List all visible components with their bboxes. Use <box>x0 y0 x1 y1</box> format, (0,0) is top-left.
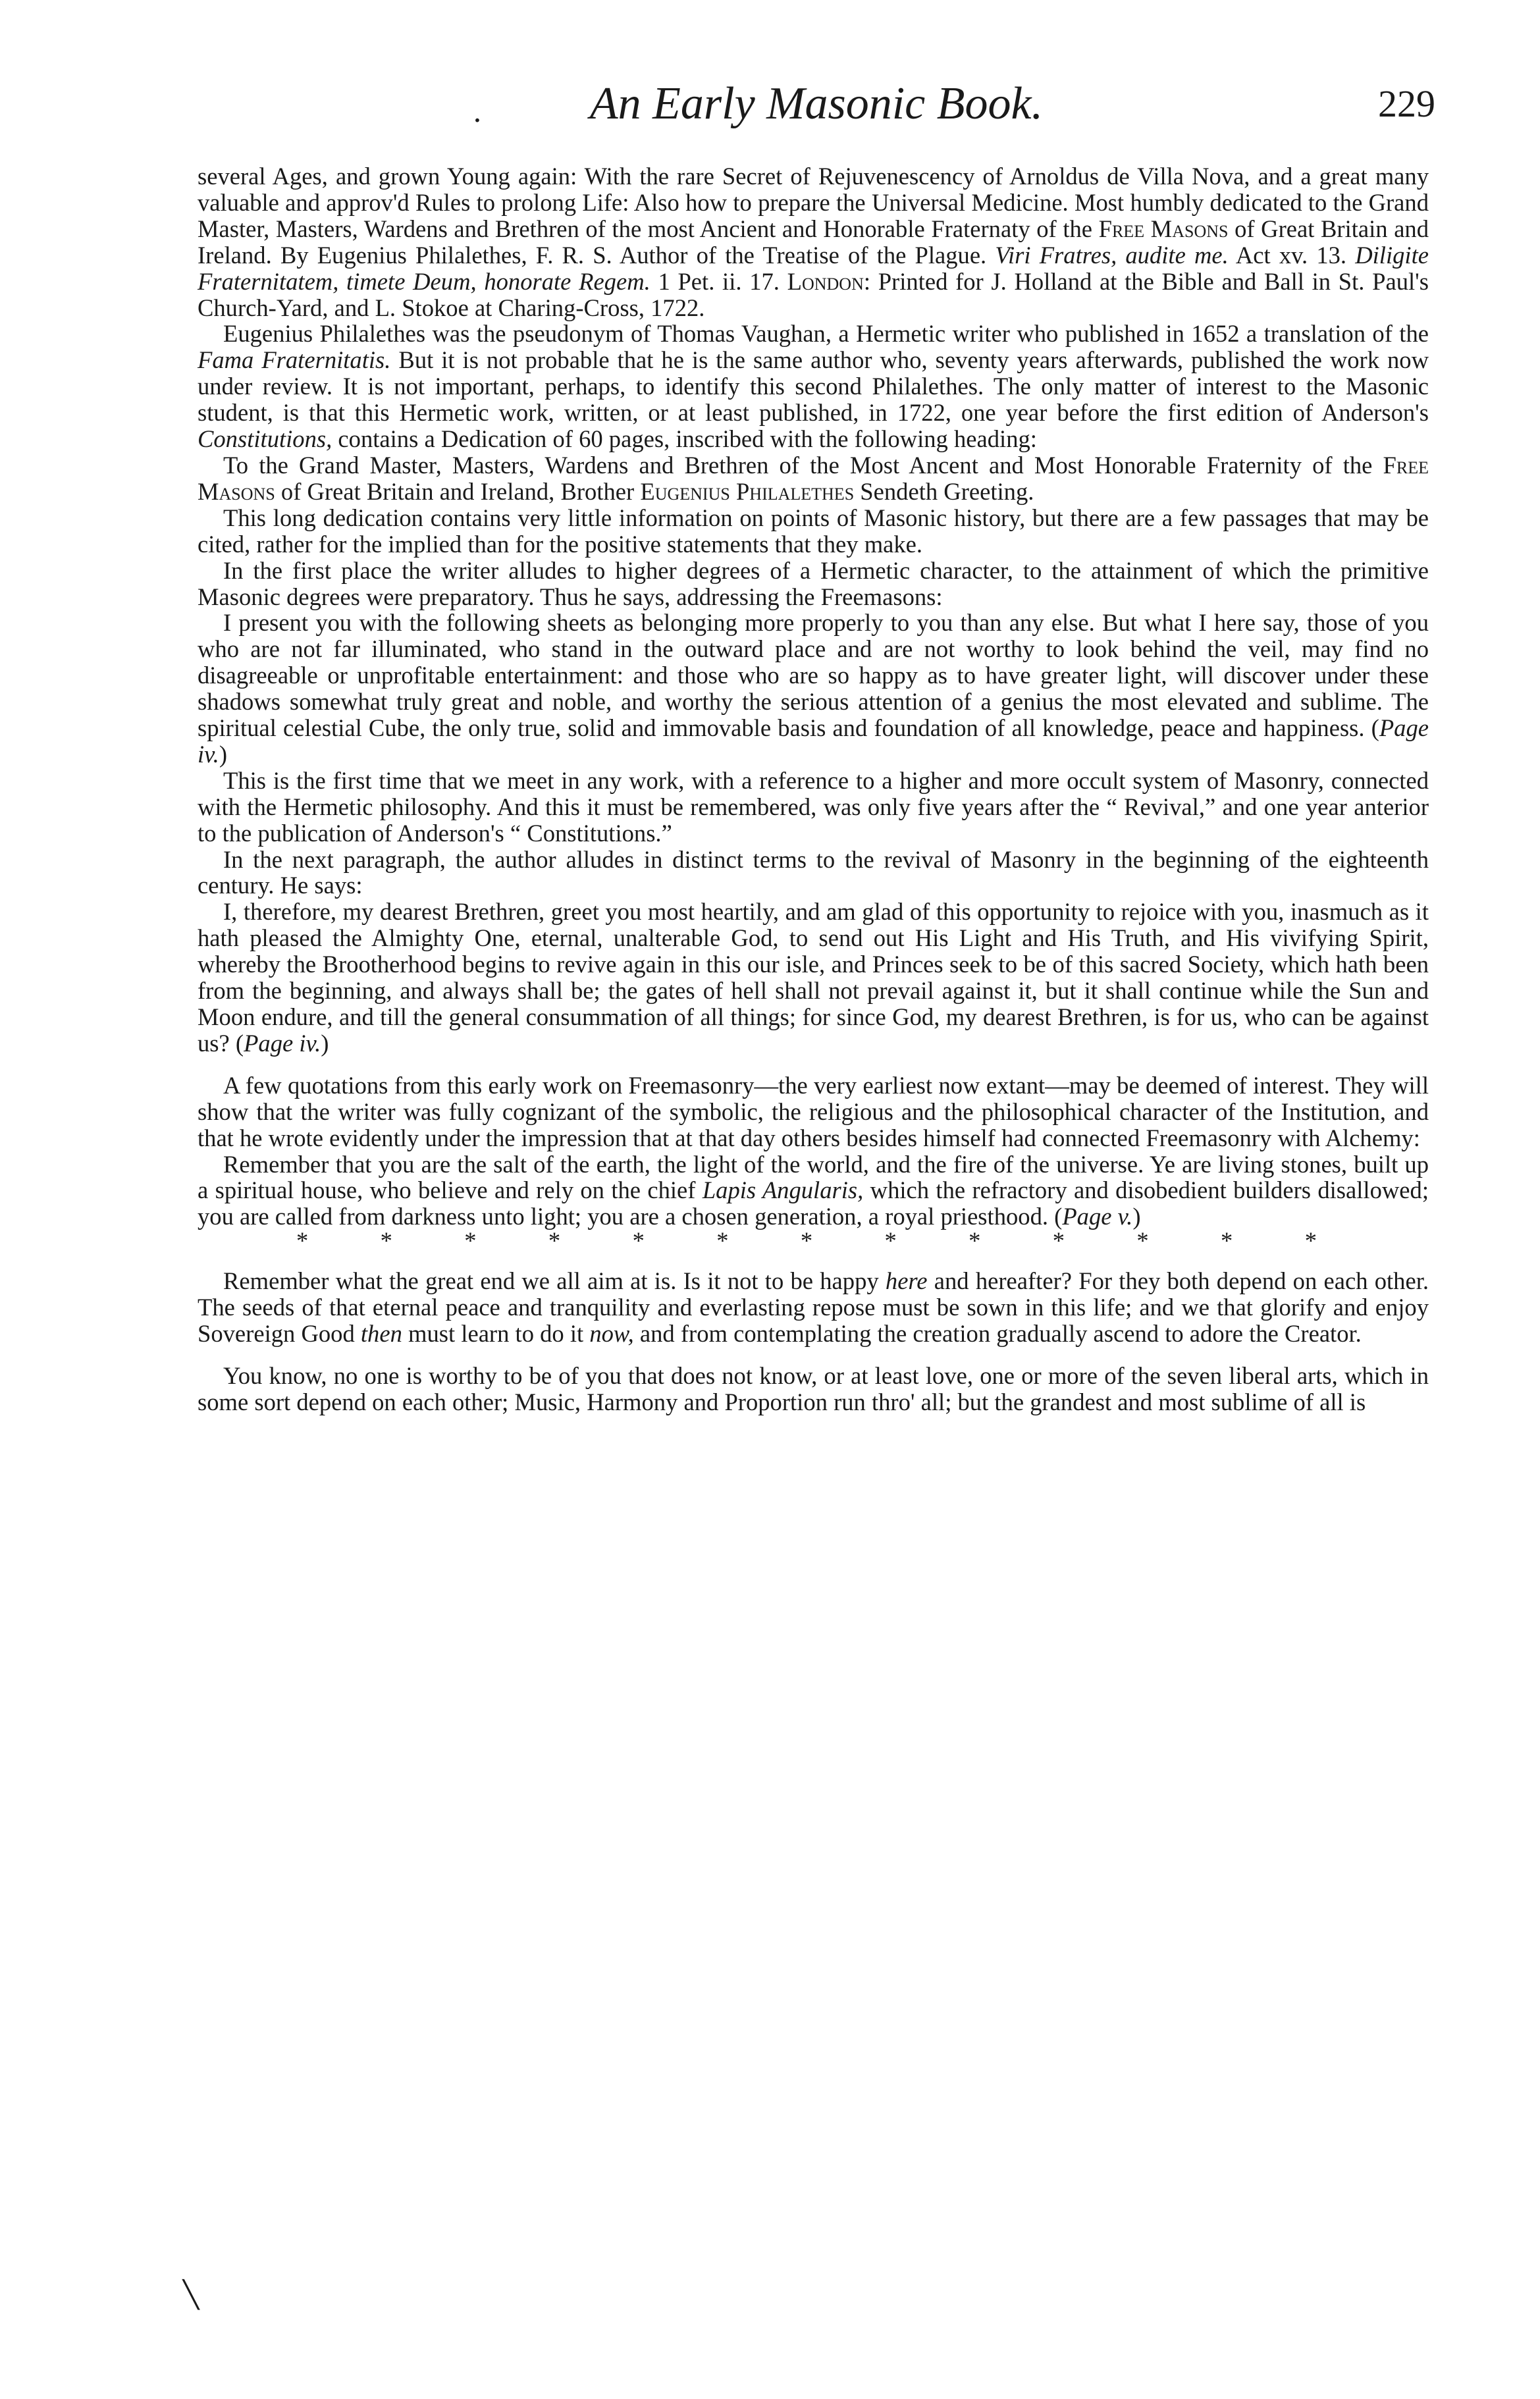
quote-dearest-brethren <box>198 899 1429 1056</box>
text-run: and from contemplating the creation gradually ascend to adore the Creator. <box>633 1320 1362 1348</box>
text-run: and hereafter? For they both depend on each other. The seeds of that eternal peace and tranquility and everlasting repose must be sown in this life; and we that glorify and enjoy Sovereign Good <box>198 1267 1429 1348</box>
text-run: 1 Pet. ii. 17. <box>650 267 787 295</box>
latin-quote: Viri Fratres, audite me. <box>995 241 1229 269</box>
asterism-star: * <box>716 1227 729 1255</box>
text-run: of Great Britain and Ireland, Brother <box>275 477 641 505</box>
quote-liberal-arts: You know, no one is worthy to be of you that does not know, or at least love, one or more of the seven liberal arts, which in some sort depend on each other; Music, Harmony and Proportion run thro' all; but the grandest and most sublime of all is <box>198 1361 1429 1415</box>
small-caps-run: Eugenius Philalethes <box>640 477 855 505</box>
text-run: ) <box>321 1029 329 1057</box>
asterism-star: * <box>1221 1227 1233 1255</box>
text-run: I, therefore, my dearest Brethren, greet you most heartily, and am glad of this opportunity to rejoice with you, inasmuch as it hath pleased the Almighty One, eternal, unalterable God, to send out His Light and His Truth, and His vivifying Spirit, whereby the Brootherhood begins to revive again in this our isle, and Princes seek to be of this sacred Society, which hath been from the beginning, and always shall be; the gates of hell shall not prevail against it, but it shall continue while the Sun and Moon endure, and till the general consummation of all things; for since God, my dearest Brethren, is for us, who can be against us? ( <box>198 898 1429 1057</box>
text-run: contains a Dedication of 60 pages, inscribed with the following heading: <box>332 425 1037 453</box>
paragraph-quotations: A few quotations from this early work on Freemasonry—the very earliest now extant—may be deemed of interest. They will show that the writer was fully cognizant of the symbolic, the religious and the philosophical character of the Institution, and that he wrote evidently under the impression that at that day others besides himself had connected Freemasonry with Alchemy: <box>198 1071 1429 1151</box>
text-run: : Printed for J. Holland at the Bible and Ball in St. Paul's Church-Yard, and L. Stokoe at Charing-Cross, 1722. <box>198 267 1429 321</box>
text-run: ) <box>219 740 228 768</box>
quote-salt-of-earth <box>198 1151 1429 1230</box>
page-number: 229 <box>1378 82 1435 125</box>
page-reference: Page iv. <box>198 714 1429 768</box>
text-run: of Great Britain and Ireland. By Eugenius Philalethes, F. R. S. Author of the Treatise of the Plague. <box>198 215 1429 269</box>
page-reference: Page iv. <box>244 1029 321 1057</box>
text-run: To the Grand Master, Masters, Wardens and Brethren of the Most Ancent and Most Honorable Fraternity of the <box>223 451 1383 479</box>
asterism-star: * <box>632 1227 645 1255</box>
paragraph-next: In the next paragraph, the author alludes in distinct terms to the revival of Masonry in the beginning of the eighteenth century. He says: <box>198 845 1429 899</box>
text-run: I present you with the following sheets as belonging more properly to you than any else. But what I here say, those of you who are not far illuminated, who stand in the outward place and are not worthy to look behind the veil, may find no disagreeable or unprofitable entertainment: and those who are so happy as to have greater light, will discover under these shadows somewhat truly great and noble, and worthy the serious attention of a genius the most elevated and sublime. The spiritual celestial Cube, the only true, solid and immovable basis and foundation of all knowledge, peace and happiness. ( <box>198 609 1429 742</box>
margin-mark: ╲ <box>183 2280 199 2309</box>
running-header <box>198 78 1435 137</box>
page-reference: Page v. <box>1062 1203 1133 1230</box>
text-run: Remember what the great end we all aim at is. Is it not to be happy <box>223 1267 886 1295</box>
text-run: several Ages, and grown Young again: With the rare Secret of Rejuvenescency of Arnoldus de Villa Nova, and a great many valuable and approv'd Rules to prolong Life: Also how to prepare the Universal Medicine. Most humbly dedicated to the Grand Master, Masters, Wardens and Brethren of the most Ancient and Honorable Fraternaty of the <box>198 163 1429 242</box>
page-body <box>198 163 1429 1415</box>
italic-title: Constitutions, <box>198 425 332 453</box>
quote-present-sheets <box>198 610 1429 767</box>
paragraph-dedication: This long dedication contains very little information on points of Masonic history, but there are a few passages that may be cited, rather for the implied than for the positive statements that they make. <box>198 504 1429 558</box>
small-caps-run: Free Masons <box>1098 215 1229 242</box>
italic-word: now, <box>589 1320 634 1348</box>
latin-term: Lapis Angularis, <box>702 1176 864 1204</box>
asterism-star: * <box>1136 1227 1149 1255</box>
text-run: Eugenius Philalethes was the pseudonym of Thomas Vaughan, a Hermetic writer who published in 1652 a translation of the <box>223 320 1429 348</box>
asterism-star: * <box>1304 1227 1317 1255</box>
paragraph-first-time: This is the first time that we meet in any work, with a reference to a higher and more occult system of Masonry, connected with the Hermetic philosophy. And this it must be remembered, was only five years after the “ Revival,” and one year anterior to the publication of Anderson's “ Constitutions.” <box>198 766 1429 847</box>
asterism-star: * <box>380 1227 392 1255</box>
text-run: But it is not probable that he is the same author who, seventy years afterwards, published the work now under review. It is not important, perhaps, to identify this second Philalethes. The only matter of interest to the Masonic student, is that this Hermetic work, written, or at least published, in 1722, one year before the first edition of Anderson's <box>198 346 1429 427</box>
text-run: which the refractory and disobedient builders disallowed; you are called from darkness unto light; you are a chosen generation, a royal priesthood. ( <box>198 1176 1429 1230</box>
asterism-star: * <box>548 1227 561 1255</box>
text-run: must learn to do it <box>402 1320 590 1348</box>
italic-word: here <box>885 1267 928 1295</box>
asterism-star: * <box>1052 1227 1065 1255</box>
paragraph-higher-degrees: In the first place the writer alludes to higher degrees of a Hermetic character, to the attainment of which the primitive Masonic degrees were preparatory. Thus he says, addressing the Freemasons: <box>198 556 1429 610</box>
italic-word: then <box>360 1320 402 1348</box>
dedication-heading <box>198 452 1429 505</box>
asterism-star: * <box>464 1227 477 1255</box>
asterism-star: * <box>296 1227 309 1255</box>
italic-title: Fama Fraternitatis. <box>198 346 391 374</box>
quote-great-end <box>198 1268 1429 1347</box>
latin-quote: Diligite Fraternitatem, timete Deum, honorate Regem. <box>198 241 1429 295</box>
text-run: Sendeth Greeting. <box>854 477 1034 505</box>
running-title: An Early Masonic Book. <box>589 78 1044 129</box>
text-run: Act xv. 13. <box>1228 241 1356 269</box>
asterism-row <box>198 1227 1429 1255</box>
asterism-star: * <box>884 1227 897 1255</box>
header-dot: · <box>473 104 482 138</box>
book-title-paragraph <box>198 163 1429 321</box>
small-caps-run: Free Masons <box>198 451 1429 505</box>
paragraph-pseudonym <box>198 321 1429 452</box>
asterism-star: * <box>969 1227 981 1255</box>
small-caps-run: London <box>787 267 864 295</box>
text-run: ) <box>1132 1203 1141 1230</box>
asterism-star: * <box>800 1227 813 1255</box>
text-run: Remember that you are the salt of the earth, the light of the world, and the fire of the universe. Ye are living stones, built up a spiritual house, who believe and rely on the chief <box>198 1150 1429 1204</box>
